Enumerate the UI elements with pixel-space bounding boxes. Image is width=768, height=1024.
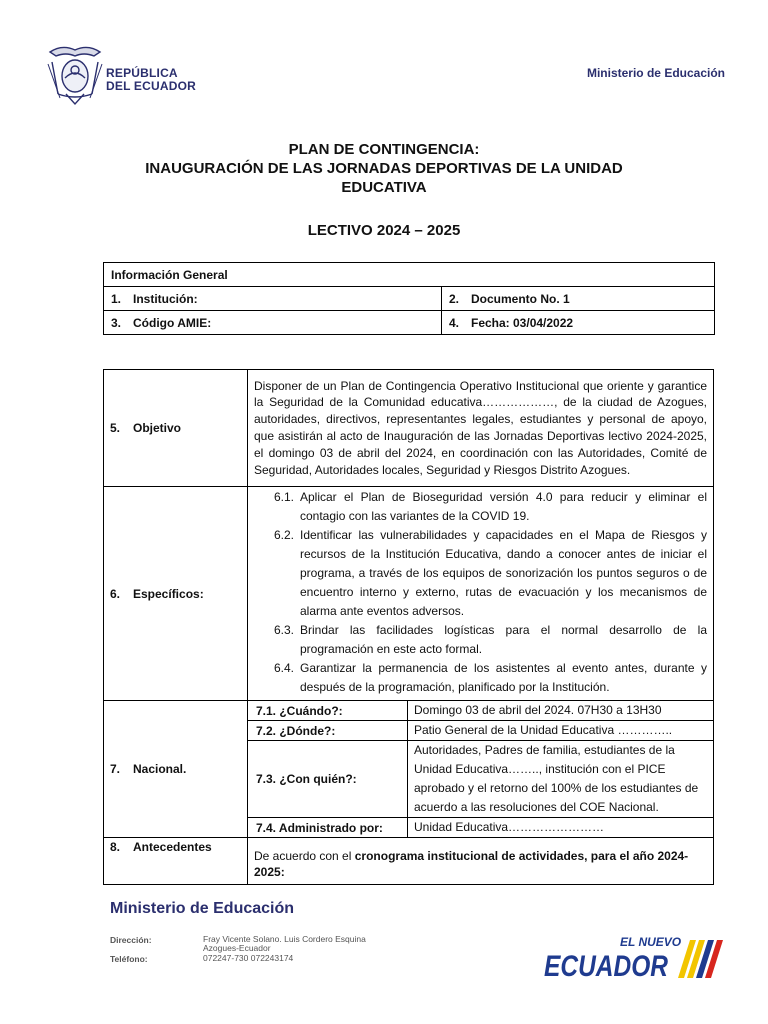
institucion-cell: 1. Institución:: [104, 287, 442, 311]
con-quien-value: Autoridades, Padres de familia, estudiantes de la Unidad Educativa…….., institución con el PICE aprobado y el retorno del 100% de los estudiantes de acuerdo a las resoluciones del COE Nacional.: [408, 741, 714, 818]
list-item: 6.1. Aplicar el Plan de Bioseguridad versión 4.0 para reducir y eliminar el contagio con las variantes de la COVID 19.: [274, 490, 707, 523]
antecedentes-label: 8. Antecedentes: [104, 838, 248, 885]
cuando-value: Domingo 03 de abril del 2024. 07H30 a 13H30: [408, 701, 714, 721]
especificos-label: 6. Específicos:: [104, 487, 248, 701]
flag-stripes-icon: [678, 940, 723, 978]
objetivo-text: Disponer de un Plan de Contingencia Operativo Institucional que oriente y garantice la Seguridad de la Comunidad educativa………………, de la ciudad de Azogues, autoridades, directivos, representantes legales, estudiantes y personal de apoyo, que asistirán al acto de Inauguración de las Jornadas Deportivas lectivo 2024-2025, el domingo 03 de abril del 2024, en coordinación con las Autoridades, Comité de Seguridad, Autoridades locales, Seguridad y Riesgos Distrito Azogues.: [248, 370, 714, 487]
page-header: [0, 0, 768, 120]
ministerio-header-label: Ministerio de Educación: [586, 66, 725, 80]
table-row: [104, 370, 714, 487]
document-title: PLAN DE CONTINGENCIA: INAUGURACIÓN DE LAS JORNADAS DEPORTIVAS DE LA UNIDAD EDUCATIVA: [145, 141, 623, 196]
cuando-label: 7.1. ¿Cuándo?:: [248, 701, 408, 721]
administrado-value: Unidad Educativa……………………: [408, 818, 714, 838]
objetivo-label: 5. Objetivo: [104, 370, 248, 487]
plan-table: [103, 369, 714, 885]
nacional-label: 7. Nacional.: [104, 701, 248, 838]
info-heading: Información General: [104, 263, 715, 287]
table-row: [104, 287, 715, 311]
list-item: 6.3. Brindar las facilidades logísticas para el normal desarrollo de la programación en este acto formal.: [274, 623, 707, 656]
list-item: 6.4. Garantizar la permanencia de los asistentes al evento antes, durante y después de la programación, planificado por la Institución.: [274, 661, 707, 694]
logo-top-text: EL NUEVO: [620, 935, 682, 949]
table-row: [104, 701, 714, 721]
telefono-value: 072247-730 072243174: [203, 953, 294, 963]
document-subtitle: LECTIVO 2024 – 2025: [307, 222, 461, 239]
republica-ecuador-label: REPÚBLICA DEL ECUADOR: [106, 66, 196, 93]
table-row: [104, 838, 714, 885]
table-row: [104, 487, 714, 701]
donde-value: Patio General de la Unidad Educativa …………..: [408, 721, 714, 741]
ecuador-coat-of-arms-icon: [44, 42, 106, 108]
donde-label: 7.2. ¿Dónde?:: [248, 721, 408, 741]
table-row: [104, 311, 715, 335]
antecedentes-text: De acuerdo con el cronograma institucional de actividades, para el año 2024-2025:: [248, 838, 714, 885]
especificos-list: [248, 487, 714, 701]
table-row: [104, 263, 715, 287]
fecha-cell: 4. Fecha: 03/04/2022: [442, 311, 715, 335]
footer-ministerio-label: Ministerio de Educación: [110, 900, 295, 917]
telefono-label: Teléfono:: [110, 954, 148, 964]
direccion-label: Dirección:: [110, 935, 152, 945]
list-item: 6.2. Identificar las vulnerabilidades y capacidades en el Mapa de Riesgos y recursos de la Institución Educativa, dando a conocer antes de iniciar el programa, a través de los equipos de sonorización los puntos seguros o de encuentro interno y externo, rutas de evacuación y los mecanismos de alarma ante eventos adversos.: [274, 528, 707, 618]
direccion-value: Fray Vicente Solano. Luis Cordero Esquina Azogues-Ecuador: [203, 934, 366, 953]
codigo-amie-cell: 3. Código AMIE:: [104, 311, 442, 335]
administrado-label: 7.4. Administrado por:: [248, 818, 408, 838]
con-quien-label: 7.3. ¿Con quién?:: [248, 741, 408, 818]
documento-cell: 2. Documento No. 1: [442, 287, 715, 311]
el-nuevo-ecuador-logo: [540, 932, 730, 984]
info-general-table: [103, 262, 715, 335]
logo-main-text: ECUADOR: [544, 950, 669, 983]
